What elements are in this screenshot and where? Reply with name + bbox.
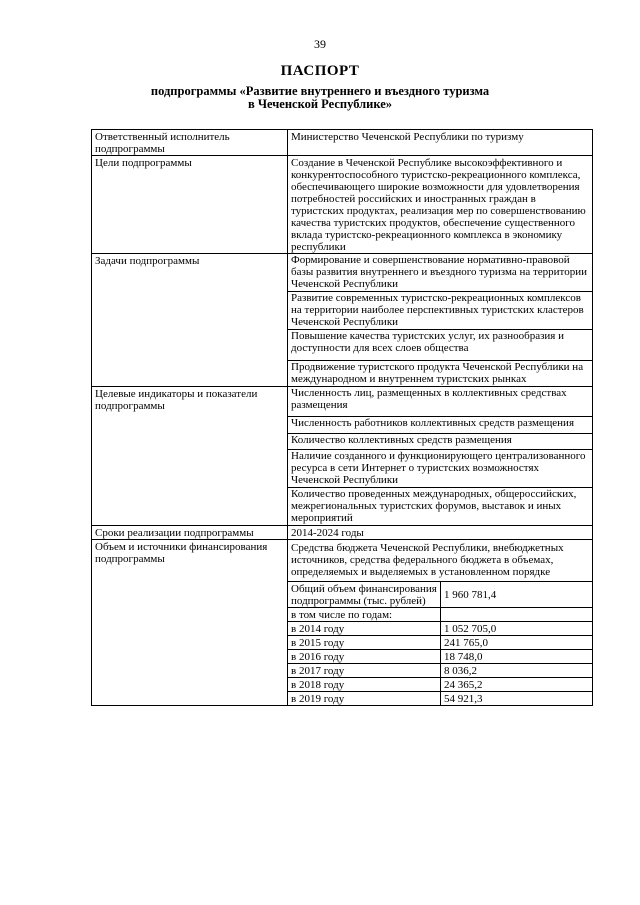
financing-total-row xyxy=(288,582,592,608)
year-label: в 2014 году xyxy=(288,622,441,636)
indicator-item: Численность лиц, размещенных в коллективных средствах размещения xyxy=(291,387,567,411)
label-tasks: Задачи подпрограммы xyxy=(92,254,288,387)
financing-total-value: 1 960 781,4 xyxy=(441,582,593,608)
financing-year-row xyxy=(288,678,592,692)
year-amount: 54 921,3 xyxy=(441,692,593,706)
row-terms xyxy=(92,526,593,540)
row-goals xyxy=(92,156,593,254)
financing-by-years-row xyxy=(288,608,592,622)
year-label: в 2018 году xyxy=(288,678,441,692)
financing-year-row xyxy=(288,636,592,650)
label-goals: Цели подпрограммы xyxy=(92,156,288,254)
year-label: в 2016 году xyxy=(288,650,441,664)
label-executor: Ответственный исполнитель подпрограммы xyxy=(92,130,288,156)
financing-sources: Средства бюджета Чеченской Республики, внебюджетных источников, средства федерального бюджета в объемах, определяемых и выделяемых в установленном порядке xyxy=(291,542,564,578)
financing-year-row xyxy=(288,664,592,678)
year-label: в 2015 году xyxy=(288,636,441,650)
financing-table xyxy=(288,581,592,705)
value-executor: Министерство Чеченской Республики по туризму xyxy=(288,130,593,156)
year-label: в 2017 году xyxy=(288,664,441,678)
row-financing xyxy=(92,540,593,706)
task-item: Продвижение туристского продукта Чеченской Республики на международном и внутреннем туристских рынках xyxy=(288,360,592,386)
subtitle-line-1: подпрограммы «Развитие внутреннего и въездного туризма xyxy=(150,84,490,98)
indicator-item: Количество проведенных международных, общероссийских, межрегиональных туристских форумов, выставок и иных мероприятий xyxy=(288,487,592,525)
document-title: ПАСПОРТ xyxy=(280,63,360,79)
value-goals: Создание в Чеченской Республике высокоэффективного и конкурентоспособного туристско-рекреационного комплекса, обеспечивающего широкие возможности для удовлетворения потребностей российских и иностранных граждан в туристских продуктах, реализация мер по совершенствованию качества туристских продуктов, обеспечение существенного вклада туристско-рекреационного комплекса в экономику республики xyxy=(288,156,593,254)
label-financing: Объем и источники финансирования подпрограммы xyxy=(92,540,288,706)
financing-year-row xyxy=(288,622,592,636)
financing-by-years-empty xyxy=(441,608,593,622)
indicator-item: Количество коллективных средств размещения xyxy=(288,433,592,449)
year-amount: 241 765,0 xyxy=(441,636,593,650)
label-terms: Сроки реализации подпрограммы xyxy=(92,526,288,540)
passport-table xyxy=(91,129,593,706)
year-label: в 2019 году xyxy=(288,692,441,706)
label-indicators: Целевые индикаторы и показатели подпрограммы xyxy=(92,387,288,526)
value-financing xyxy=(288,540,593,706)
year-amount: 18 748,0 xyxy=(441,650,593,664)
value-tasks xyxy=(288,254,593,387)
task-item: Формирование и совершенствование нормативно-правовой базы развития внутреннего и въездного туризма на территории Чеченской Республики xyxy=(291,254,587,290)
row-tasks xyxy=(92,254,593,387)
value-terms: 2014-2024 годы xyxy=(288,526,593,540)
year-amount: 1 052 705,0 xyxy=(441,622,593,636)
financing-by-years-label: в том числе по годам: xyxy=(288,608,441,622)
task-item: Повышение качества туристских услуг, их разнообразия и доступности для всех слоев общества xyxy=(288,329,592,360)
financing-total-label: Общий объем финансирования подпрограммы (тыс. рублей) xyxy=(288,582,441,608)
document-subtitle xyxy=(120,85,520,111)
row-indicators xyxy=(92,387,593,526)
indicator-item: Численность работников коллективных средств размещения xyxy=(288,416,592,433)
financing-year-row xyxy=(288,650,592,664)
financing-year-row xyxy=(288,692,592,706)
year-amount: 8 036,2 xyxy=(441,664,593,678)
task-item: Развитие современных туристско-рекреационных комплексов на территории наиболее перспективных туристских кластеров Чеченской Республики xyxy=(288,291,592,329)
value-indicators xyxy=(288,387,593,526)
year-amount: 24 365,2 xyxy=(441,678,593,692)
subtitle-line-2: в Чеченской Республике» xyxy=(247,97,393,111)
indicator-item: Наличие созданного и функционирующего централизованного ресурса в сети Интернет о туристских возможностях Чеченской Республики xyxy=(288,449,592,487)
row-executor xyxy=(92,130,593,156)
page-number: 39 xyxy=(314,37,326,51)
